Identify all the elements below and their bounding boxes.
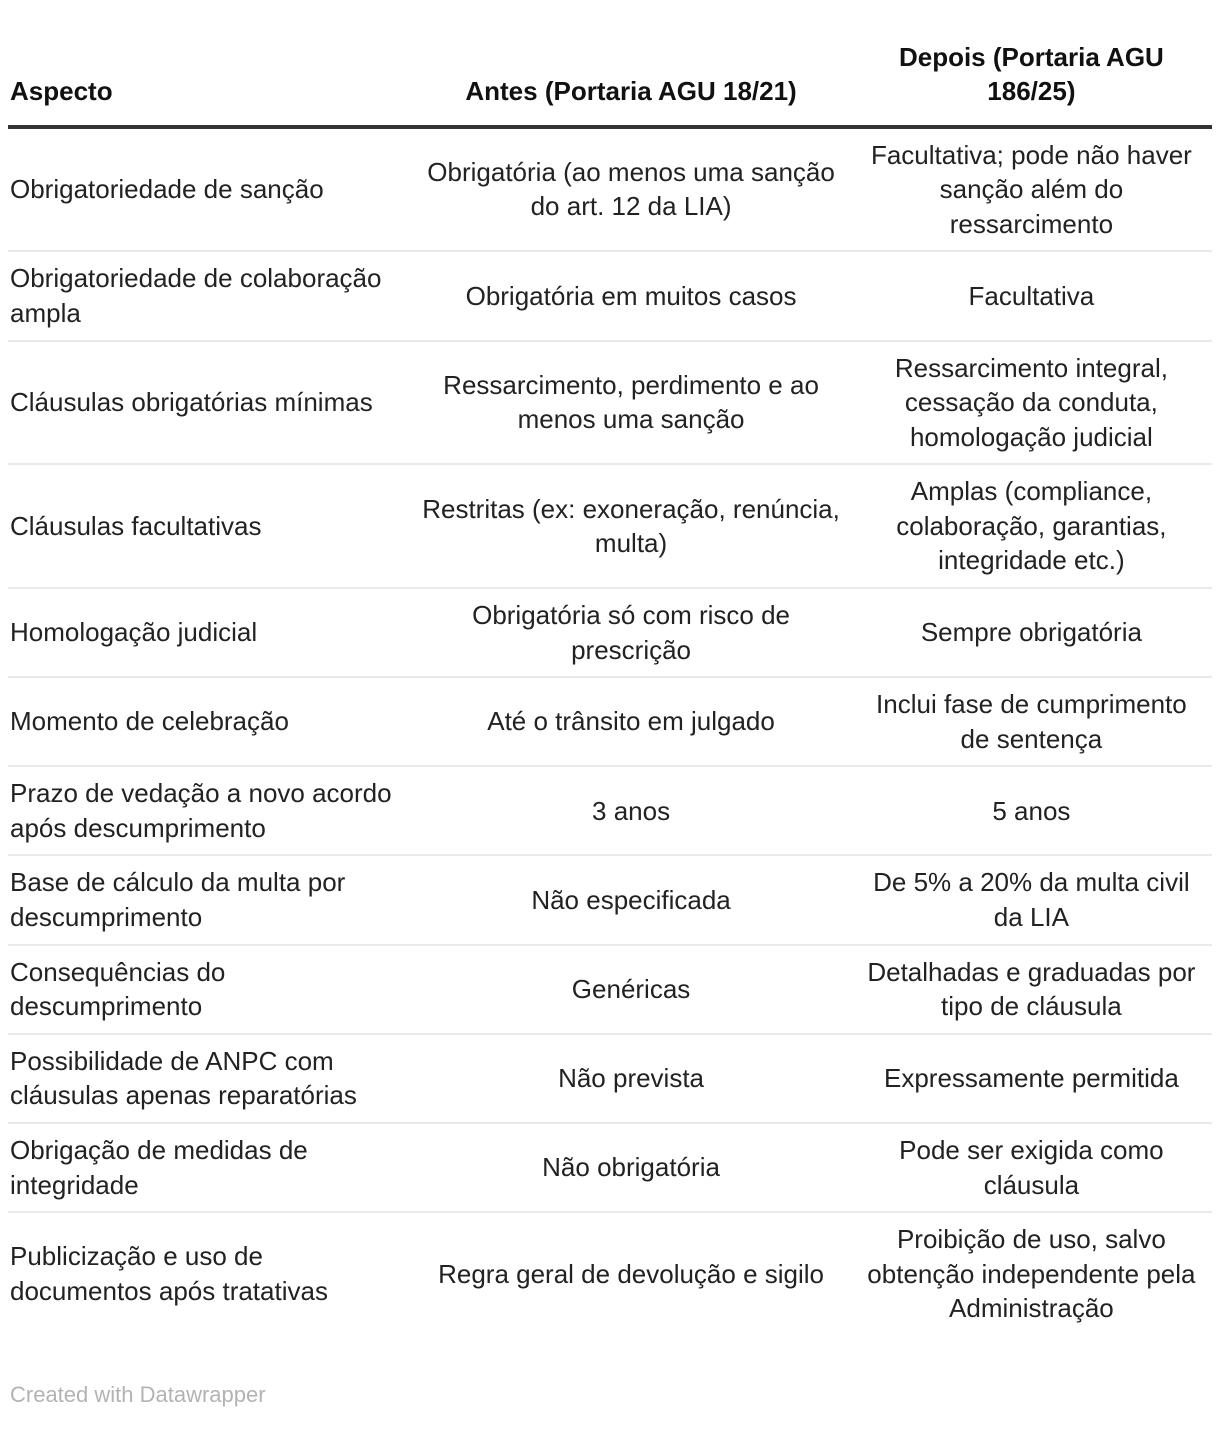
- table-header: [8, 0, 1212, 127]
- depois-cell: Facultativa; pode não haver sanção além do ressarcimento: [851, 127, 1212, 252]
- table-row: [8, 677, 1212, 766]
- table-row: [8, 1212, 1212, 1335]
- table-row: [8, 1123, 1212, 1212]
- aspect-cell: Cláusulas facultativas: [8, 464, 411, 588]
- comparison-table: [8, 0, 1212, 1335]
- antes-cell: Obrigatória só com risco de prescrição: [411, 588, 850, 677]
- header-row: [8, 0, 1212, 127]
- antes-cell: Não prevista: [411, 1034, 850, 1123]
- table-row: [8, 945, 1212, 1034]
- aspect-cell: Consequências do descumprimento: [8, 945, 411, 1034]
- aspect-cell: Obrigação de medidas de integridade: [8, 1123, 411, 1212]
- aspect-cell: Prazo de vedação a novo acordo após descumprimento: [8, 766, 411, 855]
- table-row: [8, 855, 1212, 944]
- depois-cell: Expressamente permitida: [851, 1034, 1212, 1123]
- aspect-cell: Base de cálculo da multa por descumprimento: [8, 855, 411, 944]
- depois-cell: 5 anos: [851, 766, 1212, 855]
- table-row: [8, 1034, 1212, 1123]
- antes-cell: Não obrigatória: [411, 1123, 850, 1212]
- aspect-cell: Obrigatoriedade de colaboração ampla: [8, 251, 411, 340]
- antes-cell: Restritas (ex: exoneração, renúncia, multa): [411, 464, 850, 588]
- table-row: [8, 766, 1212, 855]
- table-row: [8, 588, 1212, 677]
- table-row: [8, 251, 1212, 340]
- aspect-cell: Homologação judicial: [8, 588, 411, 677]
- column-header-aspecto: Aspecto: [8, 0, 411, 127]
- column-header-antes: Antes (Portaria AGU 18/21): [411, 0, 850, 127]
- datawrapper-credit: Created with Datawrapper: [10, 1381, 266, 1407]
- antes-cell: 3 anos: [411, 766, 850, 855]
- depois-cell: Pode ser exigida como cláusula: [851, 1123, 1212, 1212]
- antes-cell: Genéricas: [411, 945, 850, 1034]
- depois-cell: Amplas (compliance, colaboração, garantias, integridade etc.): [851, 464, 1212, 588]
- aspect-cell: Obrigatoriedade de sanção: [8, 127, 411, 252]
- depois-cell: Detalhadas e graduadas por tipo de cláusula: [851, 945, 1212, 1034]
- table-row: [8, 127, 1212, 252]
- antes-cell: Obrigatória (ao menos uma sanção do art. 12 da LIA): [411, 127, 850, 252]
- aspect-cell: Publicização e uso de documentos após tratativas: [10, 1241, 328, 1306]
- column-header-depois: Depois (Portaria AGU 186/25): [851, 0, 1212, 127]
- antes-cell: Não especificada: [411, 855, 850, 944]
- table-row: [8, 464, 1212, 588]
- depois-cell: Facultativa: [851, 251, 1212, 340]
- antes-cell: Ressarcimento, perdimento e ao menos uma sanção: [411, 341, 850, 465]
- antes-cell: Regra geral de devolução e sigilo: [438, 1258, 825, 1289]
- aspect-cell: Possibilidade de ANPC com cláusulas apenas reparatórias: [8, 1034, 411, 1123]
- aspect-cell: Cláusulas obrigatórias mínimas: [8, 341, 411, 465]
- antes-cell: Até o trânsito em julgado: [411, 677, 850, 766]
- depois-cell: Sempre obrigatória: [851, 588, 1212, 677]
- table-row: [8, 341, 1212, 465]
- table-body: [8, 127, 1212, 1335]
- depois-cell: Proibição de uso, salvo obtenção independente pela Administração: [867, 1224, 1196, 1324]
- depois-cell: Ressarcimento integral, cessação da conduta, homologação judicial: [851, 341, 1212, 465]
- aspect-cell: Momento de celebração: [8, 677, 411, 766]
- antes-cell: Obrigatória em muitos casos: [411, 251, 850, 340]
- depois-cell: De 5% a 20% da multa civil da LIA: [851, 855, 1212, 944]
- depois-cell: Inclui fase de cumprimento de sentença: [851, 677, 1212, 766]
